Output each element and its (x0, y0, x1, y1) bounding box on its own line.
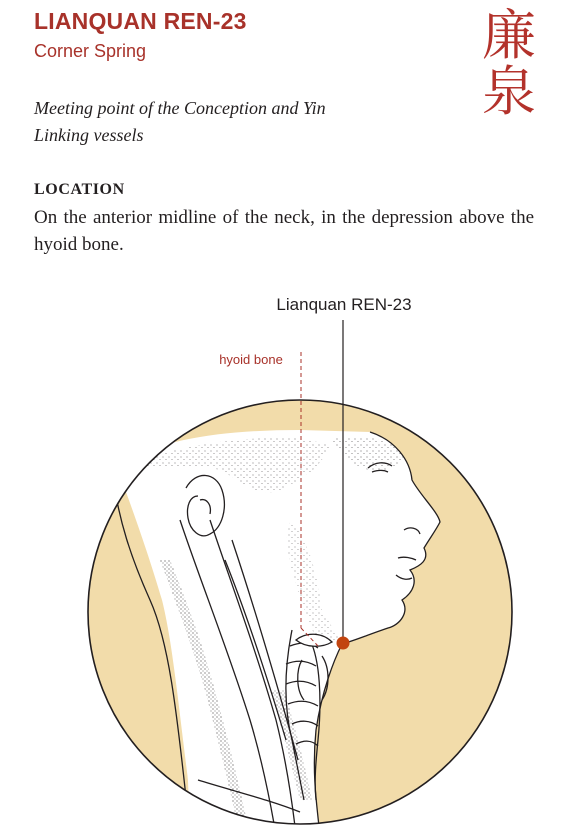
location-text: On the anterior midline of the neck, in the depression above the hyoid bone. (34, 207, 534, 255)
location-heading: LOCATION (34, 181, 125, 198)
point-subtitle: Corner Spring (34, 41, 147, 61)
chinese-character-quan: 泉 (482, 60, 536, 123)
meeting-point-text: Meeting point of the Conception and Yin Linking vessels (34, 98, 326, 145)
acupoint-marker (337, 637, 350, 650)
hyoid-label: hyoid bone (219, 352, 283, 367)
point-title: LIANQUAN REN-23 (34, 8, 247, 34)
chinese-character-lian: 廉 (482, 4, 536, 67)
point-label: Lianquan REN-23 (276, 295, 412, 314)
